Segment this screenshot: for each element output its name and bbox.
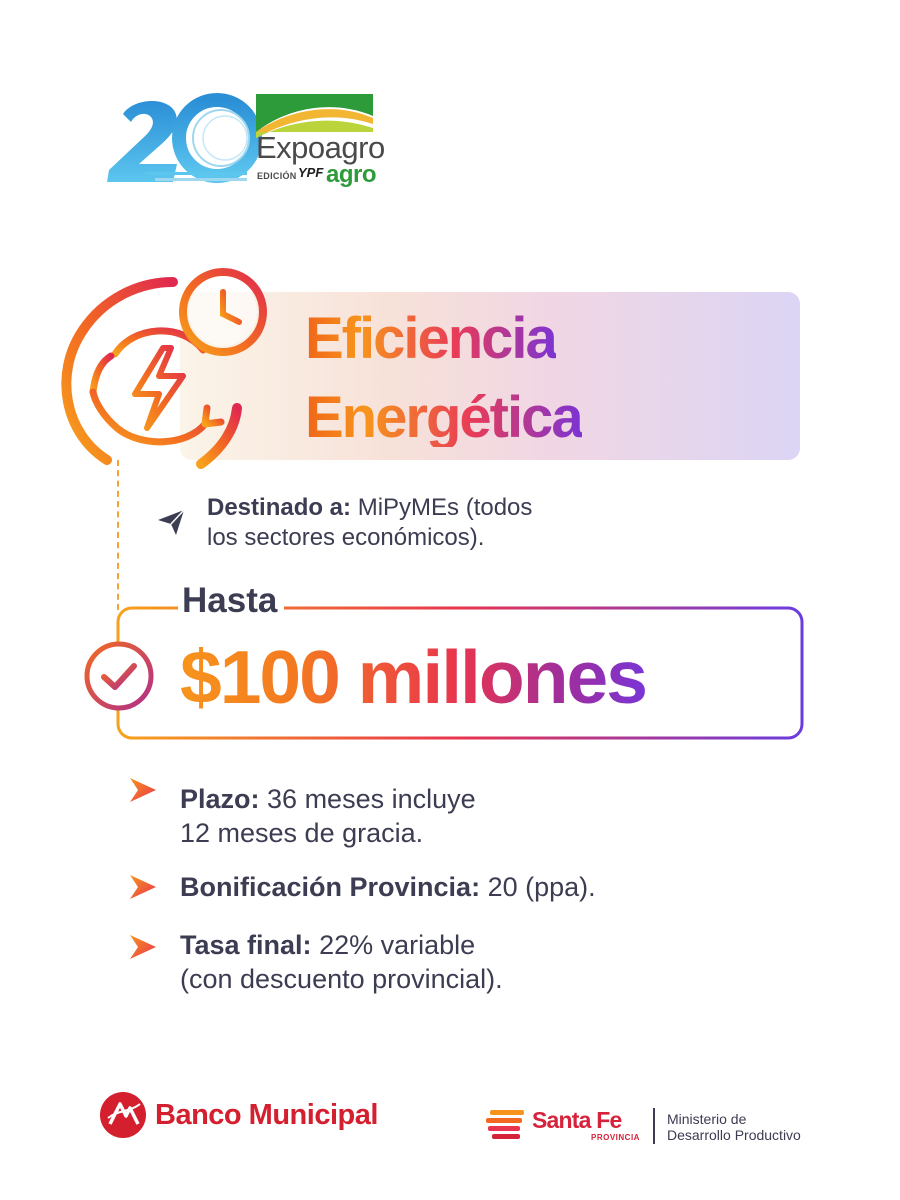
connector-dashed-line xyxy=(117,460,119,610)
bank-name: Banco Municipal xyxy=(155,1099,378,1131)
ypf-label: YPF xyxy=(298,165,324,180)
footer-divider xyxy=(653,1108,655,1144)
detail-tasa-label: Tasa final: xyxy=(180,930,312,960)
chevron-right-icon xyxy=(128,932,158,962)
ministry-line1: Ministerio de xyxy=(667,1111,747,1127)
detail-tasa-line2: (con descuento provincial). xyxy=(180,964,503,994)
destination-text xyxy=(207,493,532,553)
destination-value-line1: MiPyMEs (todos xyxy=(357,494,533,521)
expoagro-wordmark: Expoagro xyxy=(256,130,385,165)
banco-municipal-logo-icon xyxy=(98,1090,148,1140)
detail-plazo-line2: 12 meses de gracia. xyxy=(180,818,424,848)
detail-bonificacion-label: Bonificación Provincia: xyxy=(180,872,481,902)
ministry-line2: Desarrollo Productivo xyxy=(667,1127,801,1143)
detail-bonificacion-value: 20 (ppa). xyxy=(487,872,596,902)
detail-tasa-line1: 22% variable xyxy=(319,930,476,960)
destination-value-line2: los sectores económicos). xyxy=(207,524,485,551)
amount-prefix: Hasta xyxy=(178,581,284,621)
detail-bonificacion xyxy=(180,870,596,904)
province-name: Santa Fe xyxy=(532,1107,622,1133)
check-circle-icon xyxy=(83,640,155,712)
detail-plazo-line1: 36 meses incluye xyxy=(267,784,476,814)
province-sub: PROVINCIA xyxy=(591,1133,640,1142)
detail-plazo-label: Plazo: xyxy=(180,784,260,814)
destination-label: Destinado a: xyxy=(207,494,352,521)
energy-clock-icon xyxy=(55,262,280,477)
agro-label: agro xyxy=(326,161,377,188)
send-arrow-icon xyxy=(155,506,187,538)
chevron-right-icon xyxy=(128,872,158,902)
title-line-1: Eficiencia xyxy=(305,306,556,371)
detail-tasa xyxy=(180,928,503,996)
chevron-right-icon xyxy=(128,775,158,805)
santa-fe-logo-icon xyxy=(484,1108,528,1142)
expoagro-edition-label: EDICIÓN xyxy=(257,171,297,181)
detail-plazo xyxy=(180,782,476,850)
title-line-2: Energética xyxy=(305,385,582,450)
ministry-name xyxy=(667,1111,801,1143)
amount-value: $100 millones xyxy=(180,635,646,719)
